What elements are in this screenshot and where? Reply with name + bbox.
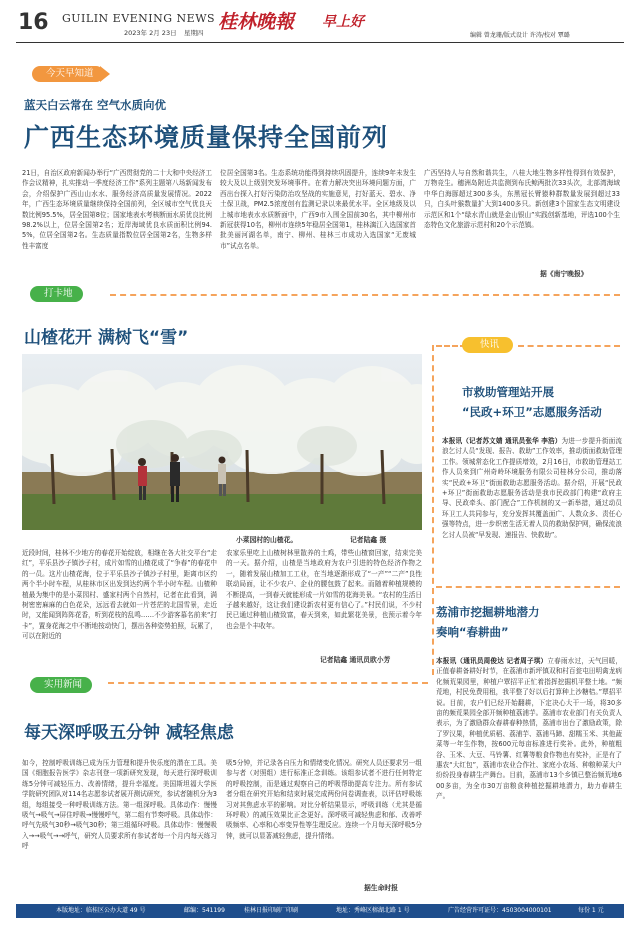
article5-title: 每天深呼吸五分钟 减轻焦虑: [24, 723, 234, 743]
article1-col1: 21日，自治区政府新闻办举行“广西贯彻党的二十大和中央经济工作会议精神，扎实推动一季度经济工作”系列主题第八场新闻发布会，介绍保护广西山山水水、服务经济高质量发展情况。2022年，广西生态环境质量继续保持全国前列，全区城市空气优良天数比例95.5%，居全国第8位；国家地表水考核断面水质优良比例98.2%以上，位居全国第2名；近岸海域优良水质面积比例94.5%，位居全国第2名。生态质量指数位居全国第2名，生物多样性丰富度: [22, 169, 212, 250]
tag-practical: [30, 677, 92, 693]
footer-printer-address: 地址：秀峰区榕湖北路 1 号: [336, 907, 410, 914]
page-editors: 编辑 曾龙珊/版式设计 许涛/校对 覃璐: [470, 32, 570, 39]
article4-title-line1: 荔浦市挖掘耕地潜力: [436, 605, 540, 619]
footer-postcode: 邮编：541199: [184, 907, 225, 914]
article3-title-line1: 市救助管理站开展: [462, 385, 554, 399]
tag-today-triangle: [100, 66, 110, 82]
article2-title: 山楂花开 满树飞“雪”: [24, 328, 189, 348]
article4-title-line2: 奏响“春耕曲”: [436, 625, 509, 639]
section-logo: 早上好: [322, 14, 364, 30]
tag-flash-label: 快讯: [480, 339, 500, 350]
page-footer: [16, 904, 624, 918]
article4-body: [436, 656, 622, 898]
article5-col2: 吸5分钟，并记录各自压力和情绪变化情况。研究人员还要求另一组参与者（对照组）进行标准正念训练。该组参试者不进行任何特定的呼吸控制，而是通过观察自己的呼吸帮助提高专注力。所有参试者分组在研究开始和结束时展完成两份问卷调查表，以评估呼吸练习对其焦虑水平的影响。对比分析结果显示，呼吸训练（尤其是循环呼吸）的减压效果比正念更好。深呼吸可减轻焦虑和郁、改善呼吸频率、心率和心率变异性等生理反应。连续一个月每天深呼吸5分钟，就可以显著减轻焦虑，提升情绪。: [226, 759, 422, 840]
photo-credit: 记者陆鑫 摄: [350, 536, 387, 544]
page-number: 16: [18, 10, 49, 35]
separator-vertical: [432, 345, 434, 675]
footer-price: 每份 1 元: [578, 907, 604, 914]
article1-source: 据《南宁晚报》: [540, 270, 588, 278]
tag-checkin: [30, 286, 83, 302]
issue-weekday: 星期四: [184, 29, 204, 37]
article3-body: [442, 436, 622, 580]
photo-caption: 小菜园村的山楂花。: [236, 536, 298, 544]
article2-col2: 农家乐里吃上山楂树林里散养的土鸡，带些山楂窗回家，结束完美的一天。据介绍，山楂是当地政府为农户引进的特色经济作物之一，随着发展山楂加工工业，在当地逐渐形成了“一产”“二产”良性联动局面，让不少农户、企业的腰包鼓了起来。而随着种植规模的不断提高，一到春天就能形成一片如雪的花海美景。“农村的生活日子越来越好，这让我们建设新农村更有信心了。”村民们说，不少村民已通过种植山楂致富，春天到来，如此繁花美景，也预示着今年也会是个丰收年。: [226, 549, 422, 630]
footer-printer: 桂林日报印刷厂印刷: [244, 907, 299, 914]
article4-byline: 本报讯（通讯员周俊达 记者周子琪）: [436, 657, 548, 665]
article2-source: 记者陆鑫 通讯员欧小芳: [320, 656, 391, 664]
tag-today: [32, 66, 104, 82]
paper-logo: 桂林晚報: [218, 11, 295, 33]
article1-title: 广西生态环境质量保持全国前列: [24, 123, 389, 152]
article5-col1: 如今，控制呼吸训练已成为压力管理和提升快乐度的潜在工具。美国《细胞报告医学》杂志刊登一项新研究发现，每天进行深呼吸训练5分钟可减轻压力、改善情绪，提升幸福度。美国斯坦福大学医学院研究团队对114名志愿参试者展开测试研究，参试者随机分为3组，每组接受一种呼吸训练方法。第一组深呼吸。具体动作：慢慢吸气→吸气→屏住呼吸→慢慢呼气，第二组有节奏呼吸。具体动作：呼气先吸气30秒→吸气30秒；第三组循环呼吸。具体动作：慢慢吸入→→吸气→→呼气，研究人员要求所有参试者每一个月内每天练习呼: [22, 759, 217, 851]
hawthorn-photo: [22, 354, 422, 530]
separator-right-mid: [436, 586, 620, 588]
footer-address: 本版地址：临桂区公办大道 49 号: [56, 907, 146, 914]
article5-source: 据生命时报: [364, 884, 398, 892]
footer-license: 广告经营许可证号：4503004000101: [448, 907, 552, 914]
tag-flash: [462, 337, 513, 353]
header-divider: [16, 42, 624, 43]
article3-text: 为进一步提升街面流浪乞讨人员“发现、报告、救助”工作效率，推动街面救助管理工作。领城常态化工作提质增效，2月16日，市救助管理站工作人员来到广州奇岭环境服务有限公司桂林分公司，推动落实“民政+环卫”街面救助志愿服务活动。据介绍，开展“民政+环卫”街面救助志愿服务活动是我市民政部门构建“政府主导、民政牵头、部门配合”工作机制的又一新举措，通过动员环卫工人共同参与，充分发挥其覆盖面广、人数众多、责任心强等特点，进一步织密生活无着人员的救助保护网，确保流浪乞讨人员被“早发现、速报告、快救助”。: [442, 437, 622, 539]
article1-col2: 位居全国第3名。生态系统功能得到持续巩固提升，连续9年未发生较大及以上级别突发环境事件。在着力解决突出环境问题方面，广西出台探入打好污染防治攻坚战的实施意见，打好蓝天、碧水、净土保卫战，PM2.5浓度创有监测记录以来最优水平。全区地级及以上城市地表水水质断面中，广西9市入围全国前30名，其中柳州市新冠获得10名，柳州市连续5年稳居全国第1，桂林漓江入选国家首批美丽河湖名单，南宁、柳州、桂林三市成功入选国家“无废城市”试点名单。: [220, 169, 416, 250]
article4-text: 立春雨水过，天气回暖，正值春耕备耕好时节，在荔浦市新坪镇双和村百瓮屯田明禽龙病化频荒果园里，种植户覃招平正忙着指挥挖掘机平整土地。“频荒地，村民免费用租，我平整了好以后打算种上沙糖桔。”覃招平说。目前，农户们已经开始翻耕，下定决心大干一场，将30多亩的频荒果园全部开频种植荔浦芋。荔浦市农业部门有关负责人表示，为了激励群众春耕春种热情，荔浦市出台了激励政策，除了罗汉果，种植优质稻、荔浦芋、荔浦马蹄、甜糯玉米、其他蔬菜等一年生作物，按600元每亩标准进行奖补。此外，种植粗谷、玉米、大豆、马铃薯、红薯等粮食作物也有奖补，正是有了惠农“大红包”，荔浦市农业合作社、家庭小农场、种粮种菜大户纷纷投身春耕生产舞台。目前，荔浦市13个乡镇已整治频荒地600多亩，为全市30万亩粮食种植挖掘耕地潜力，助力春耕生产。: [436, 657, 622, 801]
paper-name-en: GUILIN EVENING NEWS: [62, 12, 216, 25]
separator-bottom: [108, 682, 428, 684]
page-header: [0, 0, 640, 48]
tag-today-label: 今天早知道: [46, 68, 94, 79]
separator-1: [110, 294, 620, 296]
separator-right-top2: [518, 345, 620, 347]
tag-practical-label: 实用新闻: [44, 679, 83, 690]
article1-col3: 广西坚持人与自然和谐共生，八桂大地生物多样性得到有效保护，万物竞生。穗洲岛附近共监测到布氏鲸两批次33头次，北部湾海域中华白海豚超过300多头，东黑冠长臂猿种群数量发展到超过33只，白头叶猴数量扩大到1400多只。新创建3个国家生态文明建设示范区和1个“绿水青山就是金山银山”实践创新基地，评选100个生态特色文化旅游示范村和20个示范镇。: [424, 169, 620, 230]
article3-title-line2: “民政+环卫”志愿服务活动: [462, 405, 602, 419]
article3-byline: 本报讯（记者苏文婧 通讯员张华 李浩）: [442, 437, 562, 445]
issue-date: 2023年 2月 23日: [124, 29, 177, 37]
article2-col1: 近段时间，桂林不少地方的春花开始绽放，相继在各大社交平台“走红”，平乐县沙子镇沙子村，成片如雪的山楂花成了“争春”的春花中的一员。这片山楂花海，位于平乐县沙子镇沙子村里，距离市区约两个半小时车程，从桂林市区出发到达约两个半小时车程。山楂种植最为集中的是小菜园村、盛家村两个自然村，记者在此看到，满树密密麻麻的白色花朵，远远看去就如一片苍茫的北国雪景，走近时，又能闻到阵阵花香，听到花枝的乱鸣……不少游客慕名前来“打卡”，置身花海之中不断地按动快门，摆出各种姿势拍照，玩累了，可以在附近的: [22, 549, 217, 641]
tag-checkin-label: 打卡地: [44, 288, 73, 299]
article1-subtitle: 蓝天白云常在 空气水质向优: [24, 98, 167, 112]
